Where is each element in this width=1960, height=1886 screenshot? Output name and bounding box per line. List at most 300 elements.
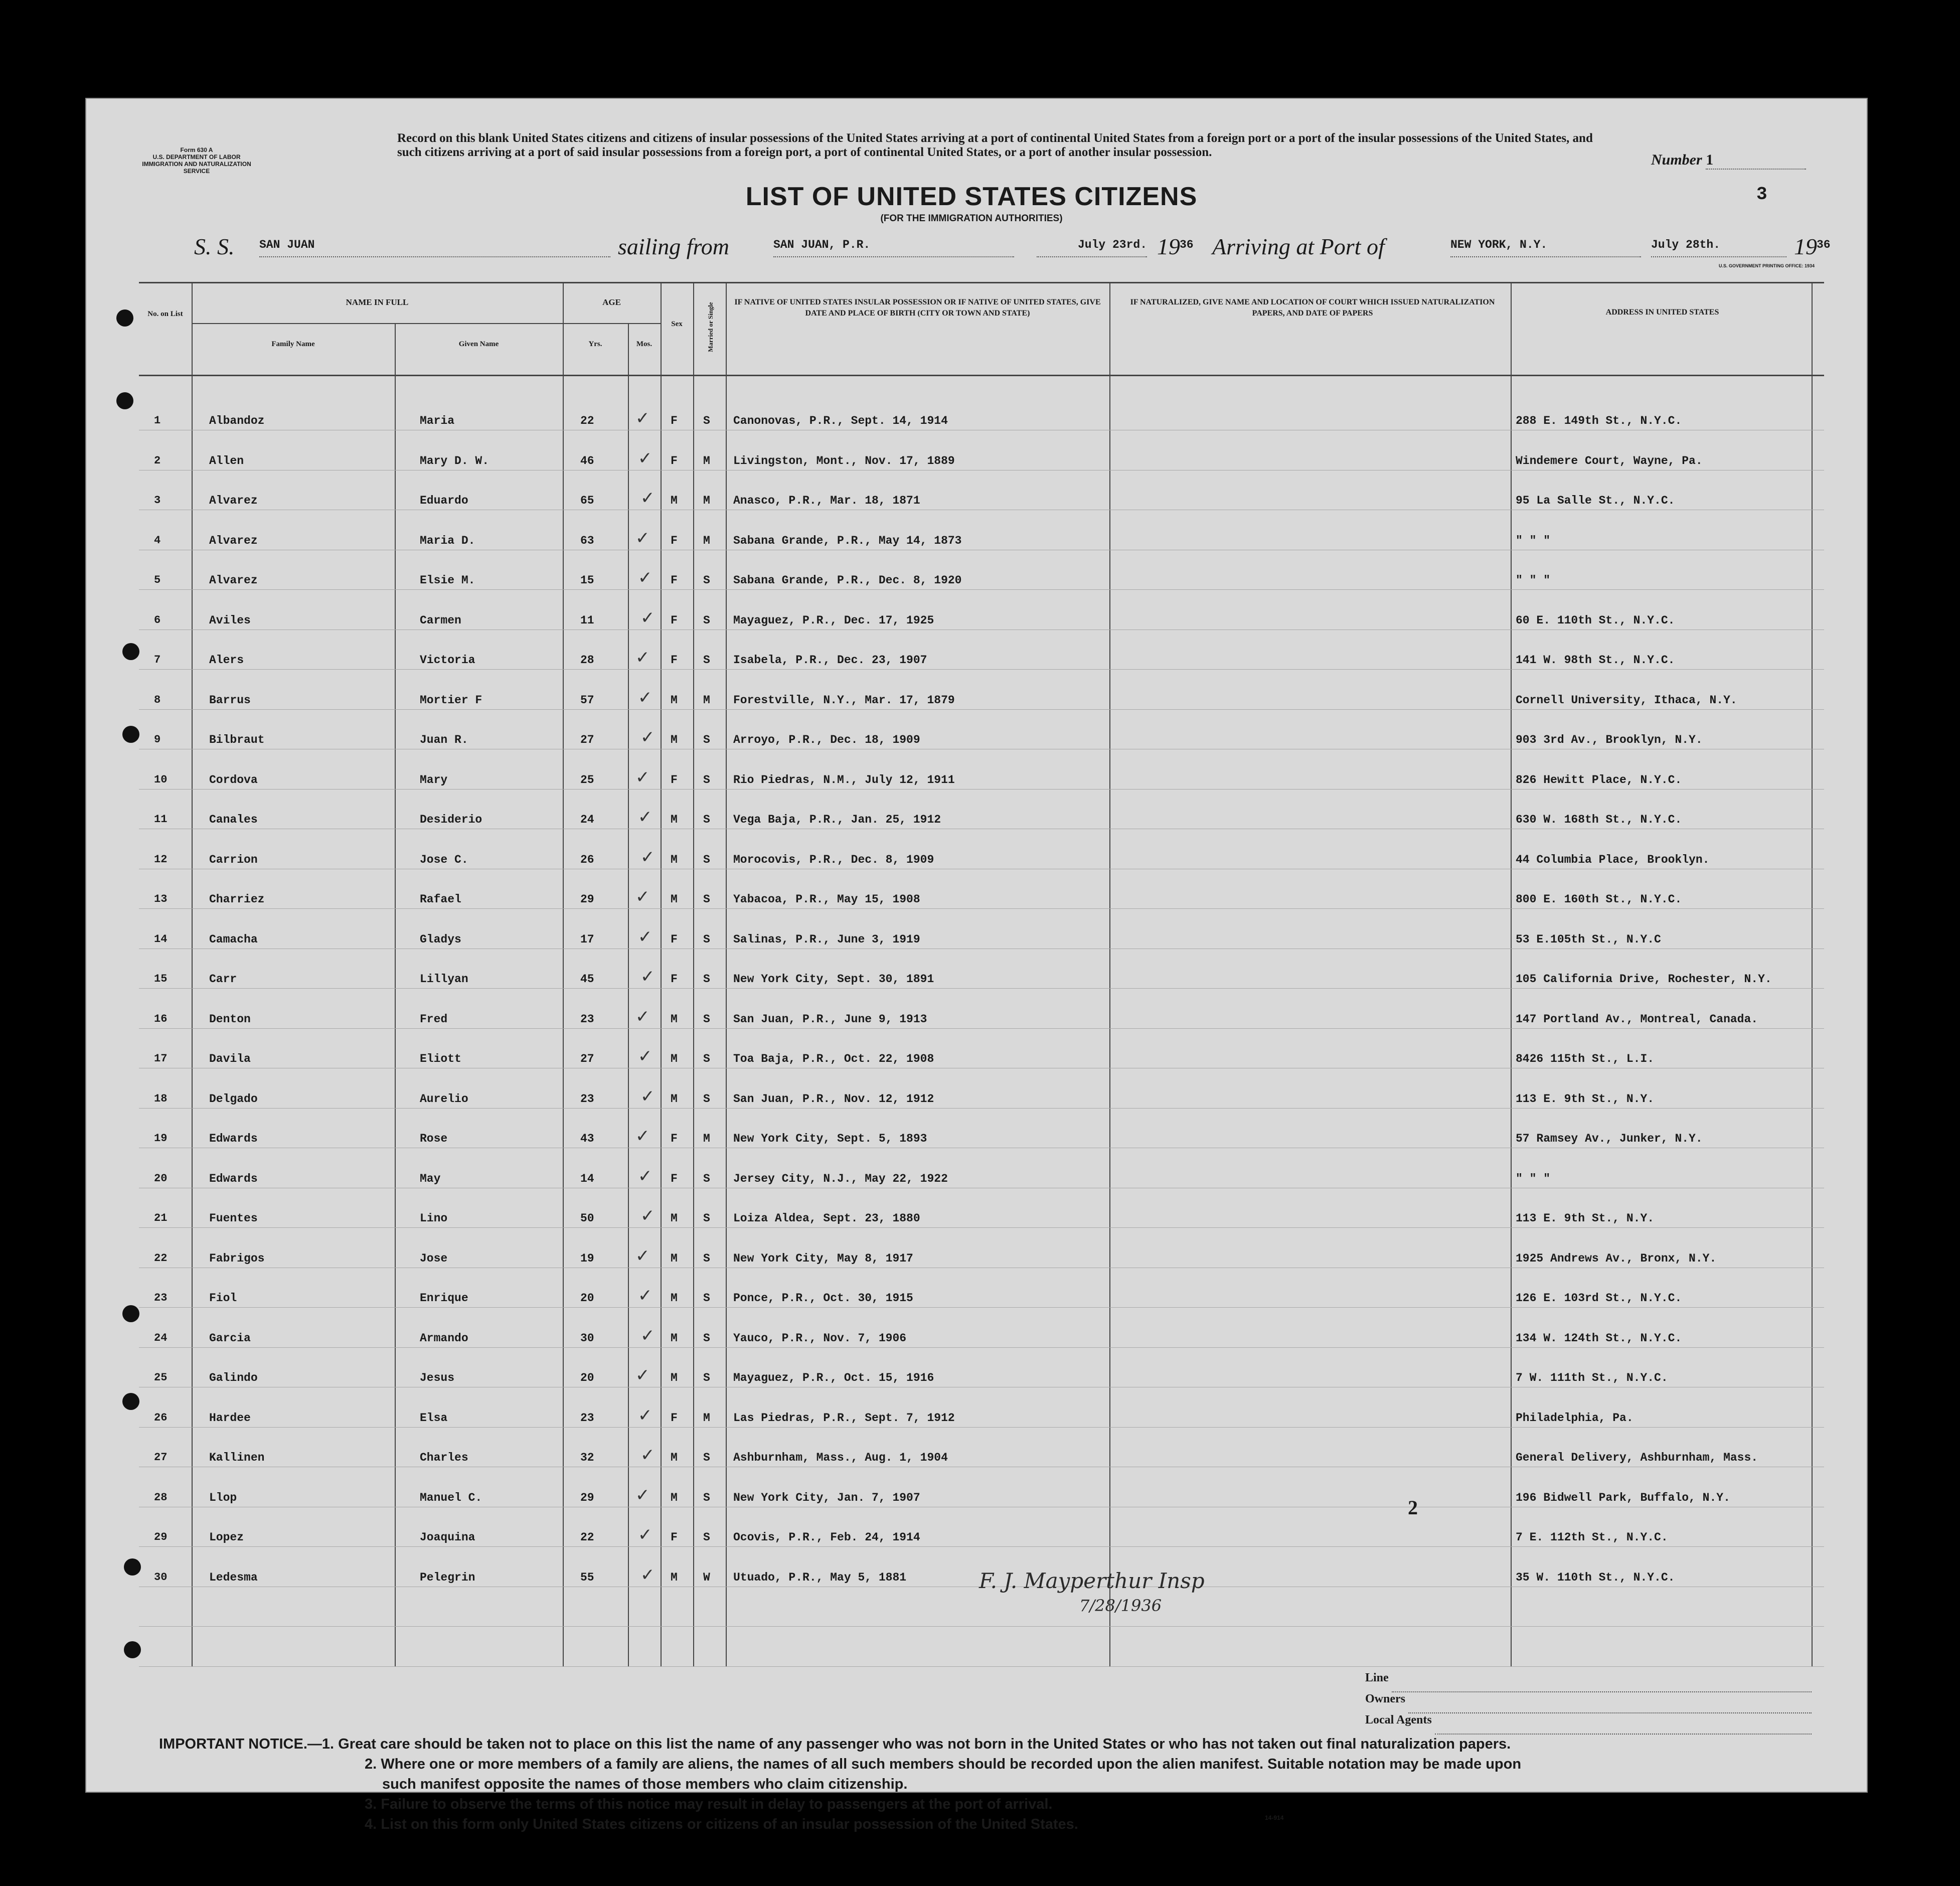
check-mark-icon: ✓ [640, 847, 655, 867]
marital-status: S [703, 733, 710, 746]
table-row [139, 1399, 1824, 1440]
check-mark-icon: ✓ [635, 1245, 650, 1266]
birth-place-date: Yauco, P.R., Nov. 7, 1906 [733, 1331, 907, 1345]
family-name: Alvarez [209, 574, 258, 587]
birth-place-date: Morocovis, P.R., Dec. 8, 1909 [733, 853, 934, 866]
given-name: Rose [420, 1132, 448, 1145]
table-row [139, 1439, 1824, 1479]
birth-place-date: Jersey City, N.J., May 22, 1922 [733, 1172, 948, 1185]
marital-status: S [703, 613, 710, 627]
birth-place-date: New York City, May 8, 1917 [733, 1251, 913, 1265]
family-name: Alers [209, 654, 244, 667]
family-name: Canales [209, 813, 258, 826]
family-name: Garcia [209, 1331, 251, 1345]
arrival-date: July 28th. [1651, 238, 1786, 257]
table-row [139, 602, 1824, 642]
table-row [139, 1040, 1824, 1080]
header-married: Married or Single [707, 302, 714, 352]
sex: F [671, 1172, 678, 1185]
us-address: Cornell University, Ithaca, N.Y. [1516, 693, 1737, 707]
sex: M [671, 853, 678, 866]
given-name: Maria [420, 414, 455, 427]
marital-status: S [703, 853, 710, 866]
marital-status: S [703, 1371, 710, 1384]
arrival-year: 36 [1817, 238, 1831, 251]
birth-place-date: Yabacoa, P.R., May 15, 1908 [733, 893, 920, 906]
check-mark-icon: ✓ [635, 1365, 650, 1385]
given-name: Lillyan [420, 973, 468, 986]
birth-place-date: Ocovis, P.R., Feb. 24, 1914 [733, 1531, 920, 1544]
punch-hole [124, 1558, 141, 1576]
age-years: 17 [580, 932, 594, 946]
age-years: 65 [580, 494, 594, 507]
check-mark-icon: ✓ [638, 448, 652, 468]
given-name: Mary D. W. [420, 454, 489, 467]
table-row [139, 801, 1824, 841]
family-name: Bilbraut [209, 733, 265, 746]
row-number: 29 [154, 1531, 168, 1543]
birth-place-date: Vega Baja, P.R., Jan. 25, 1912 [733, 813, 941, 826]
notice-title: IMPORTANT NOTICE.— [159, 1736, 322, 1752]
age-years: 50 [580, 1212, 594, 1225]
age-years: 15 [580, 574, 594, 587]
family-name: Galindo [209, 1371, 258, 1384]
family-name: Carr [209, 973, 237, 986]
row-number: 17 [154, 1052, 168, 1065]
check-mark-icon: ✓ [638, 1166, 652, 1186]
us-address: 288 E. 149th St., N.Y.C. [1516, 414, 1682, 427]
us-address: 95 La Salle St., N.Y.C. [1516, 494, 1675, 507]
sex: F [671, 613, 678, 627]
margin-number: 2 [1408, 1496, 1418, 1519]
row-number: 30 [154, 1570, 168, 1584]
table-row [139, 1320, 1824, 1360]
arriving-label: Arriving at Port of [1212, 234, 1385, 259]
sex: M [671, 1371, 678, 1384]
us-address: General Delivery, Ashburnham, Mass. [1516, 1451, 1758, 1464]
table-row [139, 482, 1824, 522]
marital-status: S [703, 1531, 710, 1544]
owners-field [1365, 1692, 1812, 1713]
given-name: Charles [420, 1451, 468, 1464]
family-name: Aviles [209, 613, 251, 627]
birth-place-date: Rio Piedras, N.M., July 12, 1911 [733, 773, 955, 787]
us-address: 60 E. 110th St., N.Y.C. [1516, 613, 1675, 627]
us-address: 903 3rd Av., Brooklyn, N.Y. [1516, 733, 1703, 746]
header-address: ADDRESS IN UNITED STATES [1605, 308, 1719, 317]
table-row [139, 402, 1824, 442]
check-mark-icon: ✓ [640, 967, 655, 987]
sex: M [671, 1292, 678, 1305]
us-address: " " " [1516, 534, 1551, 547]
row-number: 20 [154, 1172, 168, 1185]
birth-place-date: Livingston, Mont., Nov. 17, 1889 [733, 454, 955, 467]
us-address: 826 Hewitt Place, N.Y.C. [1516, 773, 1682, 787]
us-address: 1925 Andrews Av., Bronx, N.Y. [1516, 1251, 1717, 1265]
us-address: " " " [1516, 1172, 1551, 1185]
sex: M [671, 733, 678, 746]
header-no: No. on List [147, 310, 183, 318]
marital-status: S [703, 1491, 710, 1504]
marital-status: S [703, 813, 710, 826]
birth-place-date: Arroyo, P.R., Dec. 18, 1909 [733, 733, 920, 746]
table-row [139, 721, 1824, 761]
agents-field [1365, 1713, 1812, 1735]
row-number: 9 [154, 733, 161, 746]
birth-place-date: Anasco, P.R., Mar. 18, 1871 [733, 494, 920, 507]
given-name: Lino [420, 1212, 448, 1225]
age-years: 43 [580, 1132, 594, 1145]
us-address: 53 E.105th St., N.Y.C [1516, 932, 1661, 946]
given-name: Eliott [420, 1052, 461, 1065]
sex: M [671, 1251, 678, 1265]
number-value: 1 [1706, 151, 1806, 170]
us-address: 630 W. 168th St., N.Y.C. [1516, 813, 1682, 826]
check-mark-icon: ✓ [640, 1445, 655, 1465]
row-number: 13 [154, 893, 168, 905]
department: U.S. DEPARTMENT OF LABOR [152, 153, 241, 161]
age-years: 25 [580, 773, 594, 787]
sex: M [671, 1212, 678, 1225]
age-years: 24 [580, 813, 594, 826]
age-years: 27 [580, 733, 594, 746]
check-mark-icon: ✓ [635, 648, 650, 668]
number-label: Number [1651, 151, 1702, 168]
birth-place-date: Isabela, P.R., Dec. 23, 1907 [733, 654, 927, 667]
birth-place-date: New York City, Sept. 5, 1893 [733, 1132, 927, 1145]
age-years: 27 [580, 1052, 594, 1065]
age-years: 23 [580, 1012, 594, 1026]
manifest-page [85, 98, 1868, 1832]
sex: M [671, 494, 678, 507]
marital-status: W [703, 1570, 710, 1584]
age-years: 45 [580, 973, 594, 986]
table-row [139, 1479, 1824, 1519]
punch-hole [116, 309, 133, 327]
passenger-rows [139, 376, 1824, 1666]
table-row [139, 1240, 1824, 1280]
marital-status: M [703, 454, 710, 467]
marital-status: M [703, 494, 710, 507]
given-name: Desiderio [420, 813, 482, 826]
given-name: Elsa [420, 1411, 448, 1425]
table-row [139, 1200, 1824, 1240]
header-name-in-full: NAME IN FULL [346, 297, 409, 307]
marital-status: M [703, 534, 710, 547]
us-address: 126 E. 103rd St., N.Y.C. [1516, 1292, 1682, 1305]
marital-status: S [703, 773, 710, 787]
table-row [139, 1160, 1824, 1200]
age-years: 30 [580, 1331, 594, 1345]
check-mark-icon: ✓ [640, 1325, 655, 1346]
family-name: Lopez [209, 1531, 244, 1544]
table-row [139, 642, 1824, 682]
given-name: Carmen [420, 613, 461, 627]
age-years: 20 [580, 1371, 594, 1384]
birth-place-date: San Juan, P.R., Nov. 12, 1912 [733, 1092, 934, 1106]
row-number: 2 [154, 454, 161, 467]
marital-status: S [703, 973, 710, 986]
family-name: Delgado [209, 1092, 258, 1106]
inspector-signature: F. J. Mayperthur Insp [979, 1568, 1205, 1593]
age-years: 29 [580, 893, 594, 906]
family-name: Denton [209, 1012, 251, 1026]
marital-status: S [703, 1172, 710, 1185]
sex: M [671, 813, 678, 826]
family-name: Ledesma [209, 1570, 258, 1584]
family-name: Llop [209, 1491, 237, 1504]
check-mark-icon: ✓ [635, 528, 650, 548]
us-address: Windemere Court, Wayne, Pa. [1516, 454, 1703, 467]
signature-date: 7/28/1936 [1079, 1596, 1162, 1615]
sex: M [671, 1331, 678, 1345]
age-years: 22 [580, 1531, 594, 1544]
row-number: 4 [154, 534, 161, 547]
given-name: Manuel C. [420, 1491, 482, 1504]
check-mark-icon: ✓ [640, 1206, 655, 1226]
header-yrs: Yrs. [588, 340, 602, 348]
sailing-from-label: sailing from [618, 234, 729, 259]
punch-hole [122, 726, 139, 743]
notice-2a: 2. Where one or more members of a family are aliens, the names of all such members should be recorded upon the alien manifest. Suitable notation may be made upon [365, 1756, 1522, 1772]
header-naturalized: IF NATURALIZED, GIVE NAME AND LOCATION OF COURT WHICH ISSUED NATURALIZATION PAPERS, AND DATE OF PAPERS [1130, 298, 1495, 318]
birth-place-date: Toa Baja, P.R., Oct. 22, 1908 [733, 1052, 934, 1065]
check-mark-icon: ✓ [640, 1564, 655, 1585]
family-name: Fabrigos [209, 1251, 265, 1265]
family-name: Barrus [209, 693, 251, 707]
row-number: 10 [154, 773, 168, 786]
table-row [139, 761, 1824, 802]
marital-status: M [703, 693, 710, 707]
given-name: Rafael [420, 893, 461, 906]
given-name: Gladys [420, 932, 461, 946]
birth-place-date: Sabana Grande, P.R., Dec. 8, 1920 [733, 574, 962, 587]
passenger-table [139, 282, 1824, 1666]
family-name: Alvarez [209, 494, 258, 507]
age-years: 29 [580, 1491, 594, 1504]
sex: F [671, 1132, 678, 1145]
marital-status: S [703, 1331, 710, 1345]
sex: M [671, 1092, 678, 1106]
arrival-year-prefix: 19 [1794, 234, 1817, 259]
sex: F [671, 1411, 678, 1425]
age-years: 23 [580, 1411, 594, 1425]
sailing-date: July 23rd. [1037, 238, 1147, 257]
marital-status: M [703, 1132, 710, 1145]
printing-note: U.S. GOVERNMENT PRINTING OFFICE: 1934 [1719, 263, 1815, 268]
family-name: Edwards [209, 1132, 258, 1145]
row-number: 1 [154, 414, 161, 427]
table-row [139, 1120, 1824, 1160]
family-name: Camacha [209, 932, 258, 946]
header-mos: Mos. [636, 340, 652, 348]
marital-status: S [703, 1292, 710, 1305]
family-name: Hardee [209, 1411, 251, 1425]
page-title: LIST OF UNITED STATES CITIZENS [745, 182, 1198, 211]
row-number: 11 [154, 813, 168, 826]
age-years: 28 [580, 654, 594, 667]
row-number: 21 [154, 1212, 168, 1224]
age-years: 14 [580, 1172, 594, 1185]
us-address: 147 Portland Av., Montreal, Canada. [1516, 1012, 1758, 1026]
given-name: May [420, 1172, 441, 1185]
sex: M [671, 1491, 678, 1504]
family-name: Alvarez [209, 534, 258, 547]
given-name: Enrique [420, 1292, 468, 1305]
number-field [1651, 151, 1842, 170]
row-number: 3 [154, 494, 161, 507]
birth-place-date: Mayaguez, P.R., Oct. 15, 1916 [733, 1371, 934, 1384]
row-number: 5 [154, 574, 161, 586]
table-row [139, 1359, 1824, 1399]
marital-status: S [703, 1092, 710, 1106]
sex: F [671, 1531, 678, 1544]
us-address: 800 E. 160th St., N.Y.C. [1516, 893, 1682, 906]
us-address: 7 E. 112th St., N.Y.C. [1516, 1531, 1668, 1544]
agent-block [1365, 1671, 1812, 1735]
us-address: 141 W. 98th St., N.Y.C. [1516, 654, 1675, 667]
table-row [139, 1280, 1824, 1320]
check-mark-icon: ✓ [638, 1046, 652, 1066]
check-mark-icon: ✓ [638, 1405, 652, 1426]
table-row [139, 1080, 1824, 1121]
birth-place-date: Las Piedras, P.R., Sept. 7, 1912 [733, 1411, 955, 1425]
marital-status: S [703, 1012, 710, 1026]
age-years: 63 [580, 534, 594, 547]
sex: M [671, 893, 678, 906]
family-name: Allen [209, 454, 244, 467]
sex: F [671, 534, 678, 547]
sailing-year: 36 [1180, 238, 1194, 251]
us-address: 7 W. 111th St., N.Y.C. [1516, 1371, 1668, 1384]
marital-status: S [703, 654, 710, 667]
family-name: Cordova [209, 773, 258, 787]
age-years: 46 [580, 454, 594, 467]
sex: M [671, 693, 678, 707]
given-name: Maria D. [420, 534, 475, 547]
important-notice [159, 1734, 1834, 1834]
marital-status: S [703, 1251, 710, 1265]
form-info [131, 146, 262, 175]
table-row [139, 522, 1824, 562]
header-native: IF NATIVE OF UNITED STATES INSULAR POSSESSION OR IF NATIVE OF UNITED STATES, GIVE DATE AND PLACE OF BIRTH (CITY OR TOWN AND STATE) [734, 298, 1101, 318]
header-given-name: Given Name [458, 340, 499, 348]
given-name: Mortier F [420, 693, 482, 707]
marital-status: S [703, 1451, 710, 1464]
header-sex: Sex [671, 320, 683, 328]
form-number: Form 630 A [180, 146, 213, 153]
check-mark-icon: ✓ [640, 727, 655, 747]
sex: F [671, 973, 678, 986]
notice-1: 1. Great care should be taken not to place on this list the name of any passenger who was not born in the United States or who has not taken out final naturalization papers. [321, 1736, 1511, 1752]
row-number: 24 [154, 1331, 168, 1344]
age-years: 57 [580, 693, 594, 707]
ss-label: S. S. [194, 234, 235, 259]
marital-status: S [703, 414, 710, 427]
given-name: Juan R. [420, 733, 468, 746]
sex: M [671, 1570, 678, 1584]
check-mark-icon: ✓ [638, 1525, 652, 1545]
row-number: 19 [154, 1132, 168, 1145]
table-row [139, 1001, 1824, 1041]
us-address: Philadelphia, Pa. [1516, 1411, 1634, 1425]
sex: F [671, 454, 678, 467]
ship-name: SAN JUAN [259, 238, 610, 257]
us-address: 35 W. 110th St., N.Y.C. [1516, 1570, 1675, 1584]
given-name: Eduardo [420, 494, 468, 507]
row-number: 8 [154, 693, 161, 706]
check-mark-icon: ✓ [635, 767, 650, 788]
given-name: Pelegrin [420, 1570, 475, 1584]
birth-place-date: Forestville, N.Y., Mar. 17, 1879 [733, 693, 955, 707]
instructions-text: Record on this blank United States citizens and citizens of insular possessions of the United States arriving at a port of continental United States from a foreign port or a port of the insular possessions of the United States, and such citizens arriving at a port of said insular possessions from a foreign port, a port of continental United States, or a port of another insular possession. [397, 131, 1593, 159]
check-mark-icon: ✓ [640, 1086, 655, 1107]
birth-place-date: Ashburnham, Mass., Aug. 1, 1904 [733, 1451, 948, 1464]
sailing-year-prefix: 19 [1157, 234, 1180, 259]
table-row [139, 881, 1824, 921]
row-number: 7 [154, 654, 161, 666]
row-number: 18 [154, 1092, 168, 1105]
us-address: 113 E. 9th St., N.Y. [1516, 1212, 1655, 1225]
given-name: Aurelio [420, 1092, 468, 1106]
page-number: 3 [1756, 184, 1767, 205]
family-name: Davila [209, 1052, 251, 1065]
sex: M [671, 1012, 678, 1026]
birth-place-date: San Juan, P.R., June 9, 1913 [733, 1012, 927, 1026]
sex: F [671, 574, 678, 587]
marital-status: S [703, 1052, 710, 1065]
age-years: 11 [580, 613, 594, 627]
form-code: 14-914 [1265, 1814, 1284, 1821]
check-mark-icon: ✓ [640, 607, 655, 628]
family-name: Charriez [209, 893, 265, 906]
service: IMMIGRATION AND NATURALIZATION SERVICE [142, 161, 251, 175]
us-address: 57 Ramsey Av., Junker, N.Y. [1516, 1132, 1703, 1145]
family-name: Edwards [209, 1172, 258, 1185]
marital-status: S [703, 932, 710, 946]
notice-4: 4. List on this form only United States citizens or citizens of an insular possession of the United States. [365, 1816, 1078, 1832]
sex: F [671, 932, 678, 946]
table-row [139, 841, 1824, 881]
punch-hole [122, 1393, 139, 1410]
sex: M [671, 1451, 678, 1464]
check-mark-icon: ✓ [638, 807, 652, 827]
row-number: 23 [154, 1292, 168, 1304]
row-number: 27 [154, 1451, 168, 1464]
given-name: Fred [420, 1012, 448, 1026]
row-number: 15 [154, 973, 168, 985]
arrival-port: NEW YORK, N.Y. [1450, 238, 1641, 257]
family-name: Albandoz [209, 414, 265, 427]
header-age: AGE [602, 297, 621, 307]
check-mark-icon: ✓ [635, 408, 650, 428]
age-years: 26 [580, 853, 594, 866]
given-name: Jose C. [420, 853, 468, 866]
marital-status: S [703, 574, 710, 587]
us-address: 113 E. 9th St., N.Y. [1516, 1092, 1655, 1106]
sex: F [671, 654, 678, 667]
given-name: Victoria [420, 654, 475, 667]
birth-place-date: Mayaguez, P.R., Dec. 17, 1925 [733, 613, 934, 627]
marital-status: S [703, 1212, 710, 1225]
given-name: Elsie M. [420, 574, 475, 587]
birth-place-date: Ponce, P.R., Oct. 30, 1915 [733, 1292, 913, 1305]
check-mark-icon: ✓ [638, 687, 652, 708]
check-mark-icon: ✓ [635, 887, 650, 907]
us-address: " " " [1516, 574, 1551, 587]
row-number: 6 [154, 613, 161, 626]
given-name: Joaquina [420, 1531, 475, 1544]
